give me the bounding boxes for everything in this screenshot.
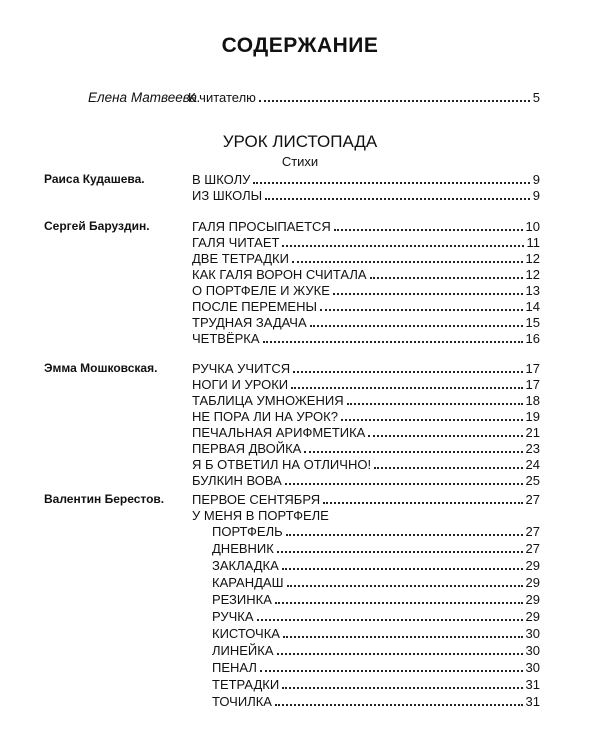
toc-entry[interactable] [192, 441, 540, 456]
dot-leader [368, 435, 522, 437]
author-name: Раиса Кудашева. [44, 172, 145, 186]
dot-leader [323, 502, 522, 504]
toc-entry-title: РУЧКА УЧИТСЯ [192, 361, 291, 376]
toc-entry-page: 30 [525, 660, 540, 675]
dot-leader [283, 636, 523, 638]
dot-leader [260, 670, 523, 672]
toc-entry-title: ПЕЧАЛЬНАЯ АРИФМЕТИКА [192, 425, 366, 440]
dot-leader [291, 387, 522, 389]
toc-subentry[interactable] [212, 558, 540, 573]
toc-entry-title: ГАЛЯ ЧИТАЕТ [192, 235, 280, 250]
dot-leader [310, 325, 523, 327]
dot-leader [253, 182, 529, 184]
toc-entry-title: ПЕРВОЕ СЕНТЯБРЯ [192, 492, 321, 507]
toc-entry-page: 10 [525, 219, 540, 234]
dot-leader [293, 371, 522, 373]
toc-entry-page: 29 [525, 575, 540, 590]
toc-entry-title: КАРАНДАШ [212, 575, 284, 590]
toc-entry-title: ПОРТФЕЛЬ [212, 524, 283, 539]
dot-leader [341, 419, 523, 421]
dot-leader [282, 568, 523, 570]
toc-entry-title: В ШКОЛУ [192, 172, 251, 187]
toc-entry-title: РУЧКА [212, 609, 254, 624]
toc-entry-page: 30 [525, 626, 540, 641]
toc-entry-page: 9 [532, 188, 540, 203]
toc-entry-page: 27 [525, 541, 540, 556]
toc-entry-title: ЛИНЕЙКА [212, 643, 274, 658]
page-title: СОДЕРЖАНИЕ [221, 34, 379, 57]
dot-leader [257, 619, 523, 621]
author-name: Сергей Баруздин. [44, 219, 150, 233]
dot-leader [263, 341, 523, 343]
toc-entry[interactable] [192, 425, 540, 440]
toc-subentry[interactable] [212, 575, 540, 590]
toc-entry-page: 16 [525, 331, 540, 346]
toc-entry-page: 25 [525, 473, 540, 488]
toc-entry-page: 27 [525, 524, 540, 539]
toc-entry-page: 27 [525, 492, 540, 507]
dot-leader [259, 100, 530, 102]
toc-entry-intro[interactable] [188, 90, 540, 105]
toc-entry-title: ТАБЛИЦА УМНОЖЕНИЯ [192, 393, 344, 408]
toc-entry-title: ДНЕВНИК [212, 541, 274, 556]
toc-entry-page: 29 [525, 609, 540, 624]
toc-entry-page: 9 [532, 172, 540, 187]
toc-entry[interactable] [192, 219, 540, 234]
toc-entry-title: ЗАКЛАДКА [212, 558, 279, 573]
toc-entry-title: ПОСЛЕ ПЕРЕМЕНЫ [192, 299, 317, 314]
toc-entry-page: 18 [525, 393, 540, 408]
toc-entry-page: 17 [525, 377, 540, 392]
toc-entry-page: 12 [525, 267, 540, 282]
toc-entry-page: 14 [525, 299, 540, 314]
toc-entry-page: 19 [525, 409, 540, 424]
toc-entry-page: 24 [525, 457, 540, 472]
toc-entry[interactable] [192, 393, 540, 408]
toc-subentry[interactable] [212, 626, 540, 641]
toc-entry[interactable] [192, 283, 540, 298]
toc-subentry[interactable] [212, 677, 540, 692]
toc-entry[interactable] [192, 409, 540, 424]
toc-entry-title: ТОЧИЛКА [212, 694, 272, 709]
toc-subentry[interactable] [212, 643, 540, 658]
toc-entry[interactable] [192, 473, 540, 488]
toc-entry[interactable] [192, 267, 540, 282]
dot-leader [292, 261, 523, 263]
toc-entry-title: О ПОРТФЕЛЕ И ЖУКЕ [192, 283, 330, 298]
toc-subentry[interactable] [212, 524, 540, 539]
dot-leader [265, 198, 530, 200]
dot-leader [275, 602, 523, 604]
toc-entry[interactable] [192, 172, 540, 187]
dot-leader [347, 403, 523, 405]
toc-entry[interactable] [192, 457, 540, 472]
toc-entry-title: НОГИ И УРОКИ [192, 377, 289, 392]
toc-entry[interactable] [192, 377, 540, 392]
toc-entry-page: 15 [525, 315, 540, 330]
toc-entry-page: 12 [525, 251, 540, 266]
toc-entry[interactable] [192, 331, 540, 346]
toc-entry[interactable] [192, 361, 540, 376]
dot-leader [275, 704, 523, 706]
dot-leader [282, 245, 523, 247]
toc-subentry[interactable] [212, 609, 540, 624]
toc-entry-page: 11 [526, 235, 540, 250]
toc-subentry[interactable] [212, 592, 540, 607]
toc-subentry[interactable] [212, 660, 540, 675]
toc-entry-title: ПЕРВАЯ ДВОЙКА [192, 441, 302, 456]
toc-entry[interactable] [192, 299, 540, 314]
toc-entry-title: КАК ГАЛЯ ВОРОН СЧИТАЛА [192, 267, 367, 282]
dot-leader [304, 451, 522, 453]
dot-leader [282, 687, 522, 689]
toc-entry-title: ДВЕ ТЕТРАДКИ [192, 251, 289, 266]
toc-entry-title: ТРУДНАЯ ЗАДАЧА [192, 315, 307, 330]
author-name: Эмма Мошковская. [44, 361, 158, 375]
toc-entry-title: КИСТОЧКА [212, 626, 280, 641]
dot-leader [333, 293, 523, 295]
toc-entry[interactable] [192, 188, 540, 203]
toc-entry-page: 31 [525, 694, 540, 709]
toc-entry-title: ГАЛЯ ПРОСЫПАЕТСЯ [192, 219, 331, 234]
toc-entry-title: БУЛКИН ВОВА [192, 473, 282, 488]
toc-entry[interactable] [192, 315, 540, 330]
toc-subentry[interactable] [212, 694, 540, 709]
toc-entry-page: 13 [525, 283, 540, 298]
toc-entry-title: РЕЗИНКА [212, 592, 272, 607]
section-subtitle: Стихи [281, 154, 319, 169]
toc-entry[interactable] [192, 251, 540, 266]
toc-entry-page: 29 [525, 592, 540, 607]
toc-entry-page: 21 [525, 425, 540, 440]
dot-leader [277, 653, 523, 655]
dot-leader [370, 277, 523, 279]
toc-entry-title: ИЗ ШКОЛЫ [192, 188, 263, 203]
toc-entry[interactable] [192, 235, 540, 250]
toc-entry-title: Я Б ОТВЕТИЛ НА ОТЛИЧНО! [192, 457, 372, 472]
toc-entry-page: 17 [525, 361, 540, 376]
toc-entry-title: К читателю [188, 90, 256, 105]
intro-author: Елена Матвеева. [88, 90, 201, 105]
dot-leader [277, 551, 523, 553]
toc-entry-page: 29 [525, 558, 540, 573]
dot-leader [285, 483, 523, 485]
toc-subentry[interactable] [212, 541, 540, 556]
toc-entry-page: 23 [525, 441, 540, 456]
toc-entry[interactable] [192, 492, 540, 507]
toc-entry-page: 5 [532, 90, 540, 105]
toc-entry-page: 30 [525, 643, 540, 658]
dot-leader [286, 534, 523, 536]
toc-entry-title: ПЕНАЛ [212, 660, 257, 675]
toc-entry-title: ТЕТРАДКИ [212, 677, 280, 692]
dot-leader [334, 229, 523, 231]
toc-group-title: У МЕНЯ В ПОРТФЕЛЕ [192, 508, 329, 523]
dot-leader [287, 585, 523, 587]
dot-leader [374, 467, 522, 469]
dot-leader [320, 309, 523, 311]
section-title: УРОК ЛИСТОПАДА [222, 132, 378, 151]
author-name: Валентин Берестов. [44, 492, 165, 506]
toc-entry-title: НЕ ПОРА ЛИ НА УРОК? [192, 409, 338, 424]
toc-entry-title: ЧЕТВЁРКА [192, 331, 260, 346]
toc-entry-page: 31 [525, 677, 540, 692]
